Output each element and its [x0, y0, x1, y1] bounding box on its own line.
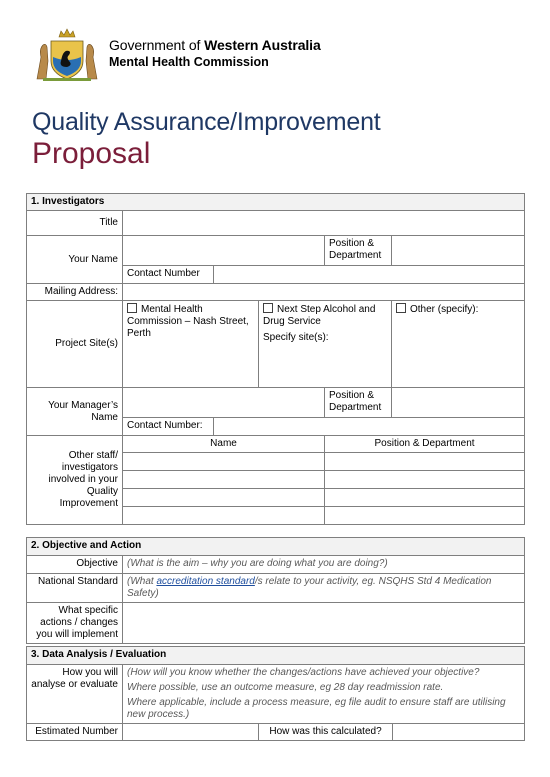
commission-name: Mental Health Commission [109, 55, 269, 69]
section-heading: 3. Data Analysis / Evaluation [27, 647, 525, 665]
staff-position-field[interactable] [325, 489, 525, 507]
contact-number-field[interactable] [214, 266, 525, 284]
wa-coat-of-arms-icon [33, 27, 101, 83]
manager-position-field[interactable] [392, 388, 525, 418]
staff-name-field[interactable] [123, 453, 325, 471]
manager-contact-field[interactable] [214, 418, 525, 436]
agency-header [33, 27, 353, 87]
mailing-address-field[interactable] [123, 284, 525, 301]
document-title-line2: Proposal [32, 137, 151, 170]
how-evaluate-label: How you will analyse or evaluate [27, 665, 123, 724]
name-column-header: Name [123, 436, 325, 453]
accreditation-standard-link[interactable]: accreditation standard [156, 576, 255, 587]
position-column-header: Position & Department [325, 436, 525, 453]
other-staff-label: Other staff/ investigators involved in your Quality Improvement [27, 436, 123, 525]
staff-name-field[interactable] [123, 471, 325, 489]
specific-actions-field[interactable] [123, 603, 525, 644]
site-option-other[interactable]: Other (specify): [392, 301, 525, 388]
calculation-label: How was this calculated? [259, 724, 393, 741]
specific-actions-label: What specific actions / changes you will implement [27, 603, 123, 644]
specify-sites-label: Specify site(s): [263, 332, 329, 343]
calculation-field[interactable] [393, 724, 525, 741]
objective-field[interactable]: (What is the aim – why you are doing what you are doing?) [123, 556, 525, 574]
position-field[interactable] [392, 236, 525, 266]
manager-name-field[interactable] [123, 388, 325, 418]
position-label: Position & Department [325, 236, 392, 266]
staff-position-field[interactable] [325, 471, 525, 489]
estimated-number-label: Estimated Number [27, 724, 123, 741]
staff-position-field[interactable] [325, 507, 525, 525]
mailing-address-label: Mailing Address: [27, 284, 123, 301]
how-evaluate-field[interactable]: (How will you know whether the changes/actions have achieved your objective? Where possible, use an outcome measure, eg 28 day readmission rate. Where applicable, include a process measure, eg file audit to ensure staff are utilising new process.) [123, 665, 525, 724]
checkbox-next-step[interactable] [263, 303, 273, 313]
staff-position-field[interactable] [325, 453, 525, 471]
manager-contact-label: Contact Number: [123, 418, 214, 436]
objective-action-table [26, 537, 525, 644]
estimated-number-field[interactable] [123, 724, 259, 741]
manager-position-label: Position & Department [325, 388, 392, 418]
site-option-next-step[interactable]: Next Step Alcohol and Drug Service Specify site(s): [259, 301, 392, 388]
manager-name-label: Your Manager’s Name [27, 388, 123, 436]
document-title-line1: Quality Assurance/Improvement [32, 108, 381, 136]
checkbox-mhc[interactable] [127, 303, 137, 313]
your-name-label: Your Name [27, 236, 123, 284]
national-standard-field[interactable]: (What accreditation standard/s relate to your activity, eg. NSQHS Std 4 Medication Safety) [123, 574, 525, 603]
government-name: Government of Western Australia [109, 37, 321, 53]
section-heading: 1. Investigators [27, 194, 525, 211]
data-analysis-table [26, 646, 525, 741]
title-label: Title [27, 211, 123, 236]
staff-name-field[interactable] [123, 489, 325, 507]
checkbox-other[interactable] [396, 303, 406, 313]
investigators-table [26, 193, 525, 525]
contact-number-label: Contact Number [123, 266, 214, 284]
objective-label: Objective [27, 556, 123, 574]
staff-name-field[interactable] [123, 507, 325, 525]
site-option-mhc[interactable]: Mental Health Commission – Nash Street, Perth [123, 301, 259, 388]
national-standard-label: National Standard [27, 574, 123, 603]
your-name-field[interactable] [123, 236, 325, 266]
project-sites-label: Project Site(s) [27, 301, 123, 388]
section-heading: 2. Objective and Action [27, 538, 525, 556]
title-field[interactable] [123, 211, 525, 236]
